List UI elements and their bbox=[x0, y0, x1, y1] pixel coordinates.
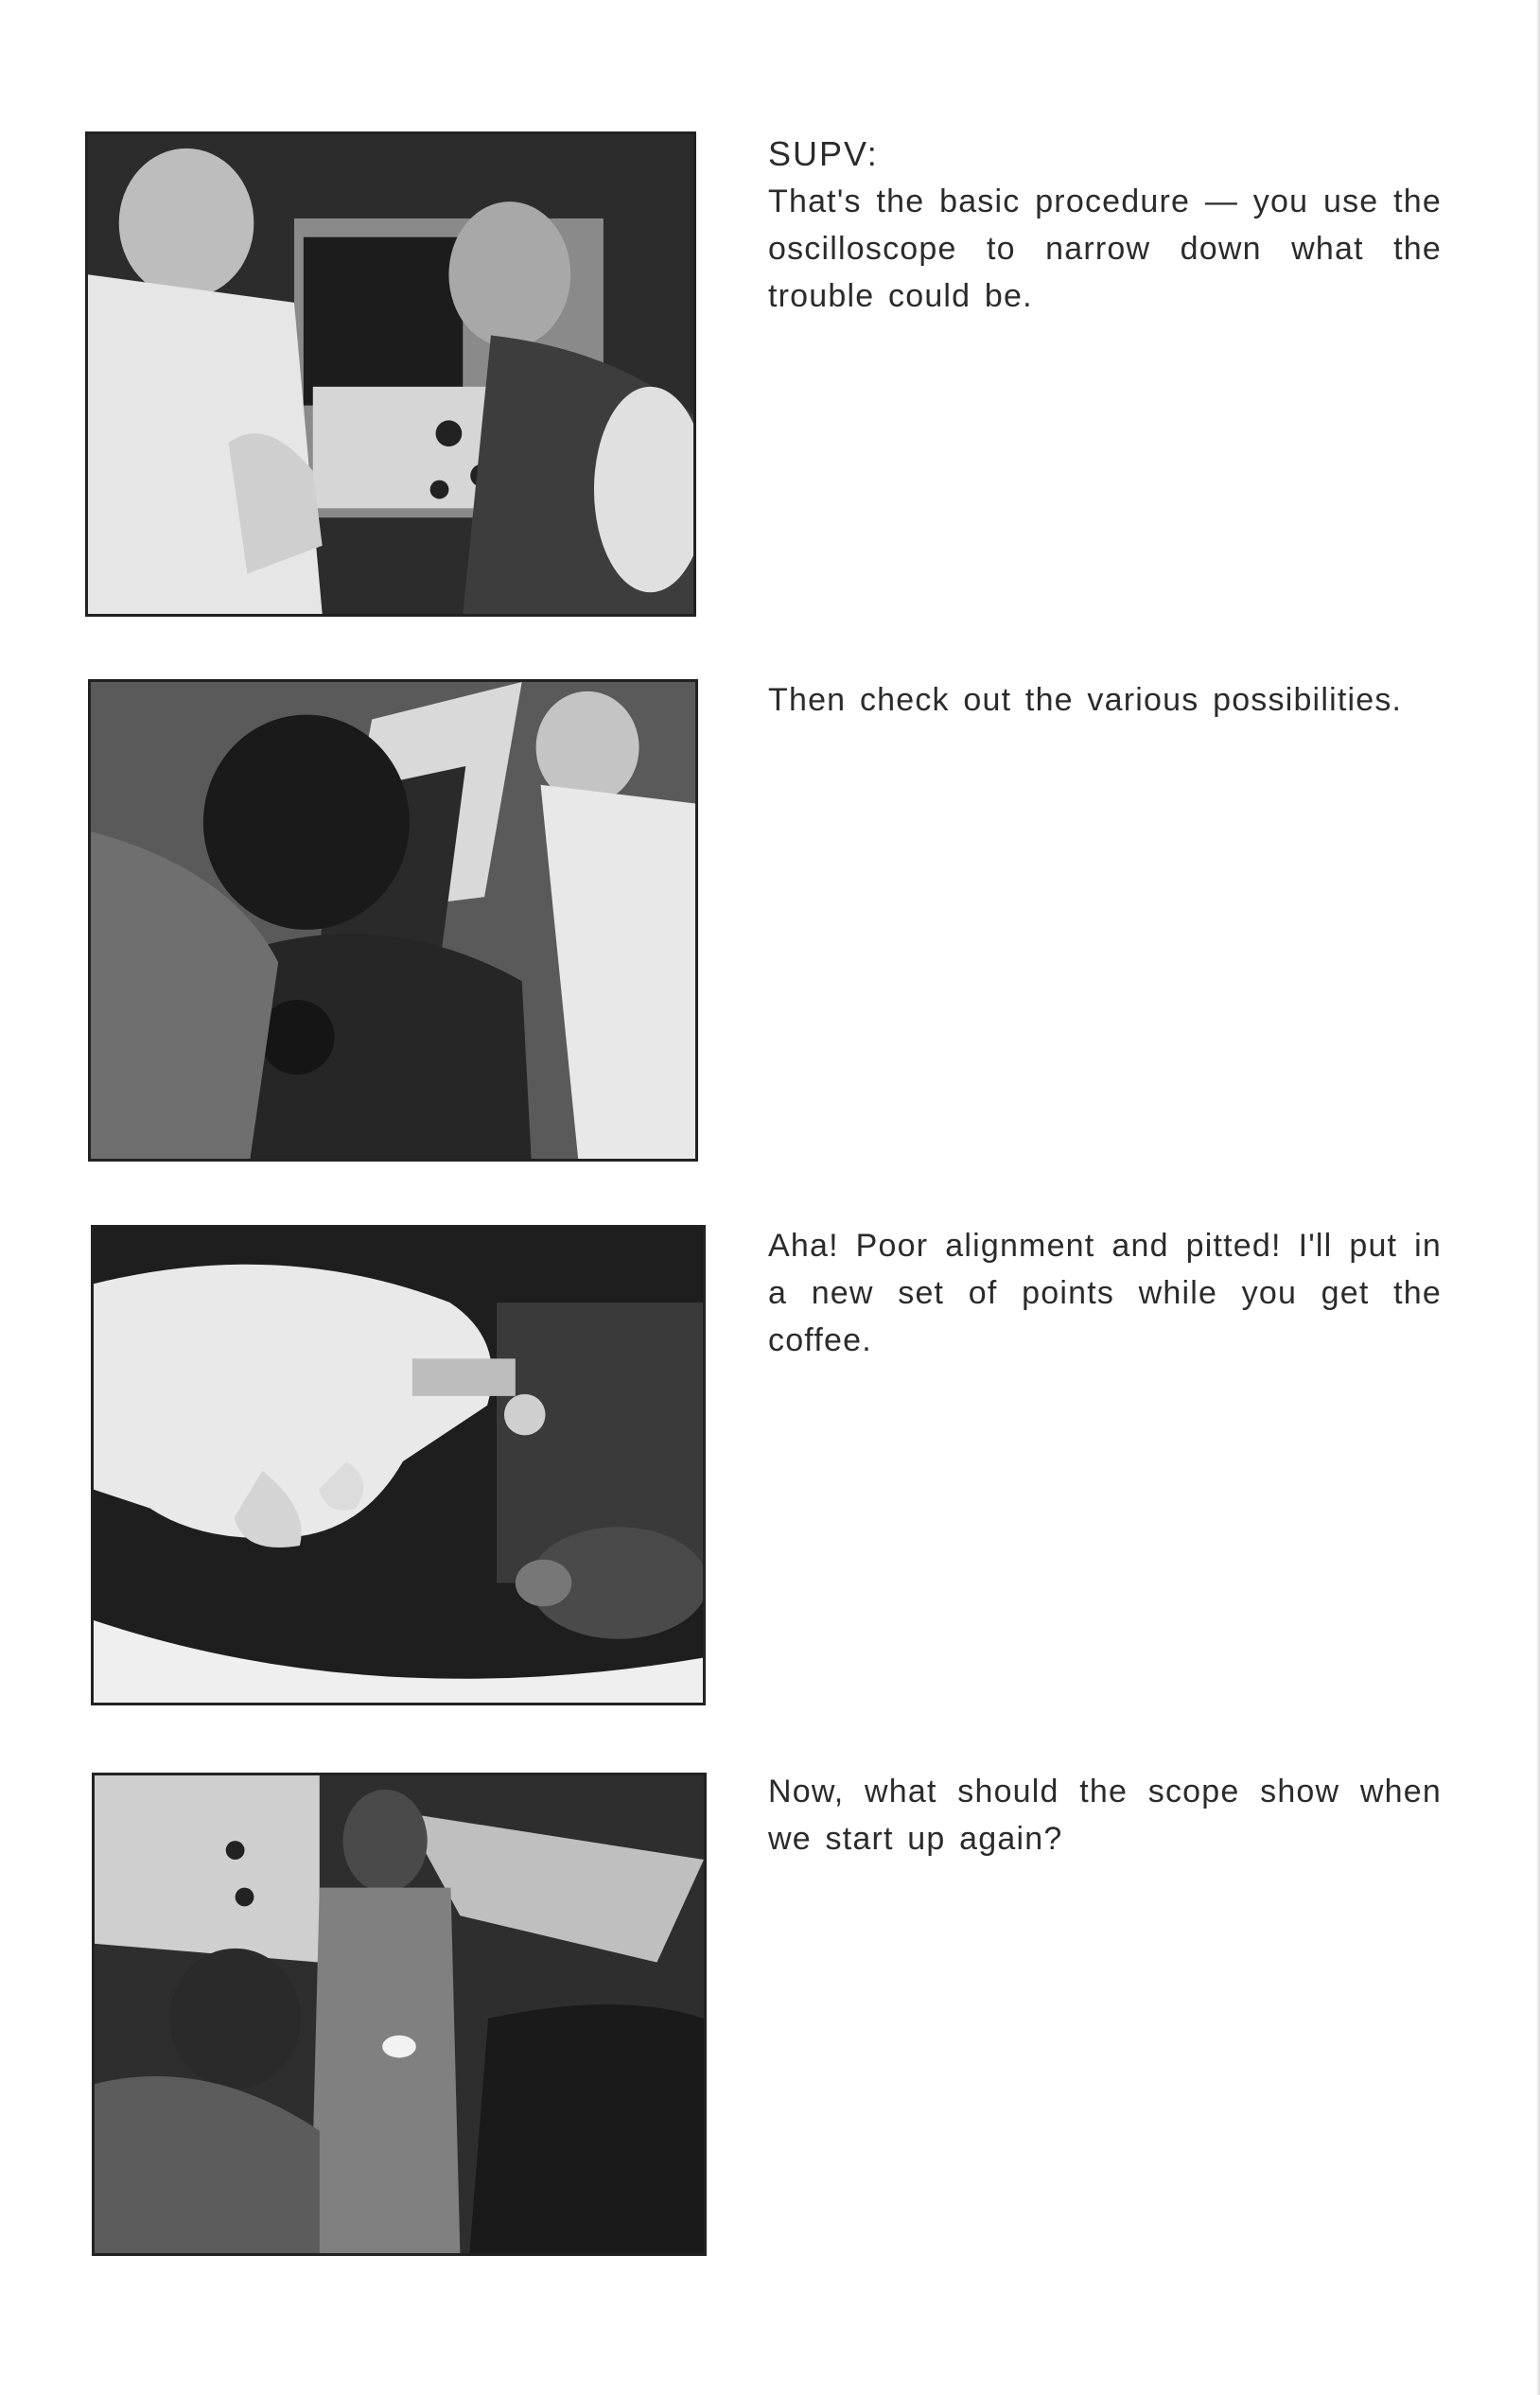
panel-4-caption bbox=[768, 1768, 1442, 1862]
panel-2-caption bbox=[768, 676, 1442, 724]
panel-4-photo bbox=[92, 1773, 707, 2256]
speaker-label: SUPV: bbox=[768, 134, 879, 173]
page-edge bbox=[1536, 0, 1540, 2395]
panel-1-text: That's the basic procedure — you use the oscilloscope to narrow down what the trouble could be. bbox=[768, 184, 1442, 314]
panel-2-photo bbox=[88, 679, 698, 1162]
panel-4-text: Now, what should the scope show when we start up again? bbox=[768, 1774, 1442, 1857]
panel-1-photo bbox=[85, 131, 696, 617]
panel-3-photo bbox=[91, 1225, 706, 1705]
panel-2-text: Then check out the various possibilities. bbox=[768, 682, 1403, 718]
panel-1-caption bbox=[768, 131, 1442, 320]
panel-3-text: Aha! Poor alignment and pitted! I'll put in a new set of points while you get the coffee. bbox=[768, 1228, 1442, 1358]
panel-3-caption bbox=[768, 1222, 1442, 1364]
